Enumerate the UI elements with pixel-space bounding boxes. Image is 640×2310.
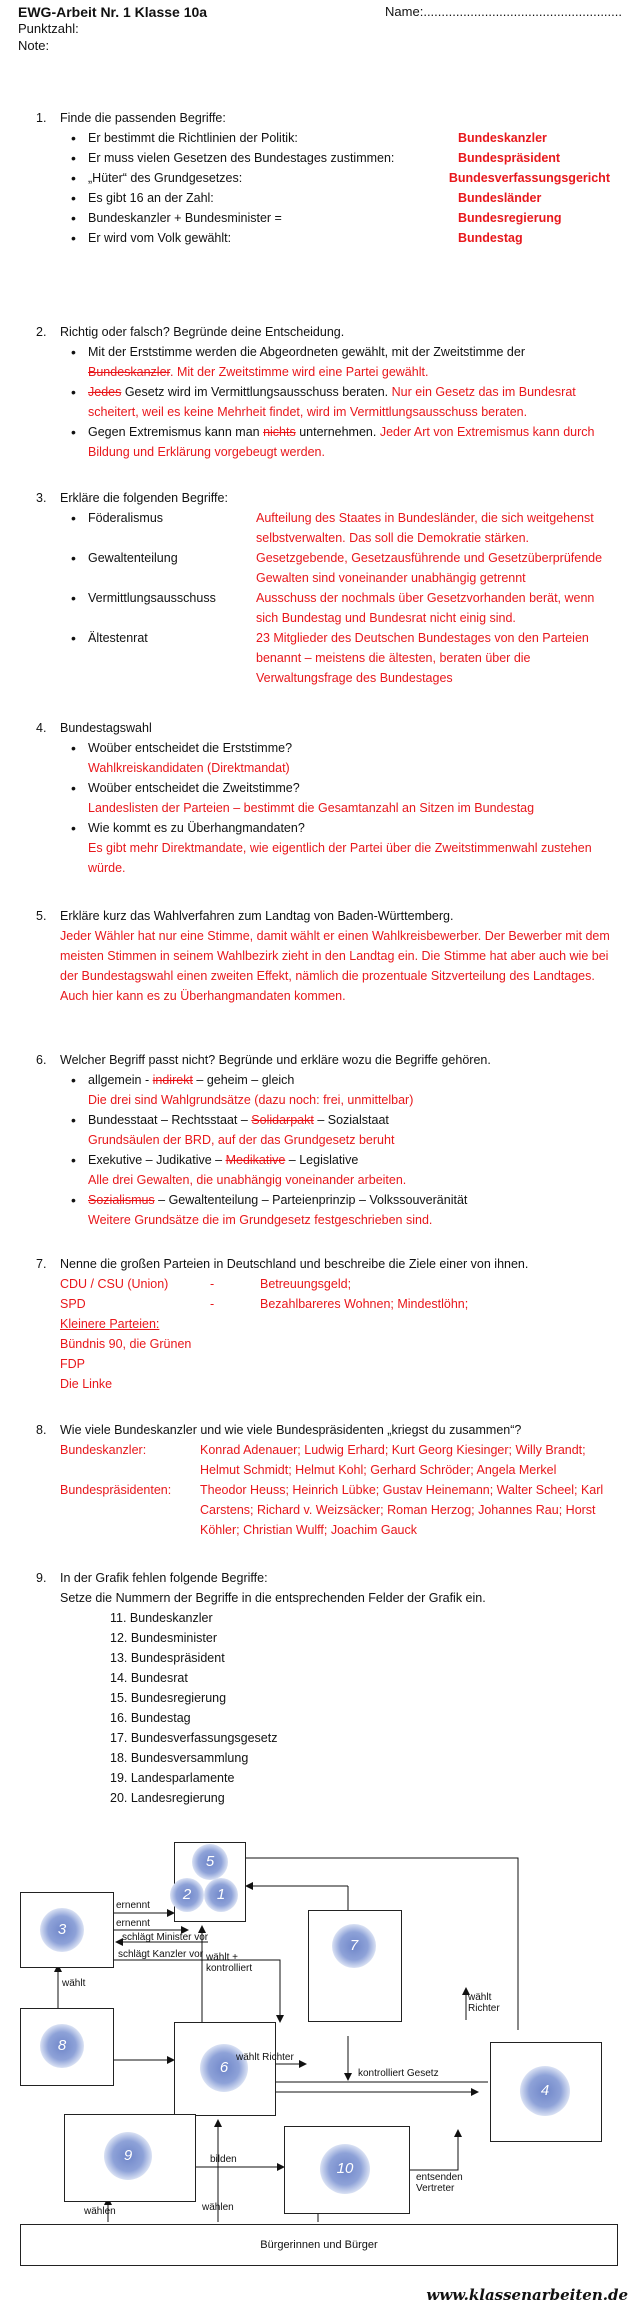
citizens-box: [20, 2224, 618, 2266]
q6-terms: – Gewaltenteilung – Parteienprinzip – Volkssouveränität: [154, 1193, 468, 1207]
q8-kanzler-names: Konrad Adenauer; Ludwig Erhard; Kurt Georg Kiesinger; Willy Brandt; Helmut Schmidt; Helmut Kohl; Gerhard Schröder; Angela Merkel: [200, 1443, 586, 1477]
q6-text: Welcher Begriff passt nicht? Begründe und erkläre wozu die Begriffe gehören.: [60, 1053, 491, 1067]
q8-praesident-label: Bundespräsidenten:: [60, 1483, 172, 1497]
q7-party: CDU / CSU (Union): [60, 1277, 169, 1291]
q1-answer: Bundesverfassungsgericht: [448, 171, 610, 185]
q6-item: [40, 1150, 610, 1190]
q7-small-party: FDP: [60, 1357, 85, 1371]
q1-item: [40, 228, 610, 248]
q1-item: [40, 188, 610, 208]
q1-question: • Es gibt 16 an der Zahl:: [88, 191, 214, 205]
q1-question: • Er bestimmt die Richtlinien der Politik:: [88, 131, 298, 145]
q6-answer: Grundsäulen der BRD, auf der das Grundgesetz beruht: [88, 1133, 395, 1147]
q9-term: 19. Landesparlamente: [110, 1771, 235, 1785]
question-3: [36, 488, 610, 688]
q9-text-2: Setze die Nummern der Begriffe in die entsprechenden Felder der Grafik ein.: [60, 1591, 486, 1605]
circle-10: 10: [320, 2144, 370, 2194]
q7-goals: Bezahlbareres Wohnen; Mindestlöhn;: [260, 1297, 469, 1311]
q9-term: 13. Bundespräsident: [110, 1651, 225, 1665]
q9-text: In der Grafik fehlen folgende Begriffe:: [60, 1571, 268, 1585]
question-1: [36, 108, 610, 248]
q3-item: [40, 508, 610, 548]
q2-correction: Nur ein Gesetz das im Bundesrat scheitert, weil es keine Mehrheit findet, wird im Vermittlungsausschuss beraten.: [88, 385, 576, 419]
label-waehlt-kontrolliert: wählt + kontrolliert: [206, 1952, 253, 1974]
q9-term: 17. Bundesverfassungsgesetz: [110, 1731, 278, 1745]
q1-question: • „Hüter“ des Grundgesetzes:: [88, 171, 243, 185]
q6-answer: Weitere Grundsätze die im Grundgesetz festgeschrieben sind.: [88, 1213, 433, 1227]
q3-definition: 23 Mitglieder des Deutschen Bundestages von den Parteien benannt – meistens die ältesten, beraten über die Verwaltungsfrage des Bundestages: [256, 631, 589, 685]
question-8: [36, 1420, 610, 1540]
q9-number: 9.: [36, 1571, 47, 1585]
q3-definition: Aufteilung des Staates in Bundesländer, die sich weitgehenst selbstverwalten. Das soll die Demokratie stärken.: [256, 511, 594, 545]
q2-correction: . Mit der Zweitstimme wird eine Partei gewählt.: [170, 365, 429, 379]
q4-answer: Es gibt mehr Direktmandate, wie eigentlich der Partei über die Zweitstimmenwahl zustehen würde.: [88, 841, 592, 875]
q2-correction: Jeder Art von Extremismus kann durch Bildung und Erklärung vorgebeugt werden.: [88, 425, 595, 459]
q2-item: [40, 422, 610, 462]
q3-term: • Ältestenrat: [88, 631, 148, 645]
question-5: [36, 906, 610, 1006]
circle-9: 9: [104, 2132, 152, 2180]
q6-terms: Bundesstaat – Rechtsstaat –: [88, 1113, 252, 1127]
footer-watermark: www.klassenarbeiten.de: [426, 2286, 628, 2304]
q8-kanzler-label: Bundeskanzler:: [60, 1443, 147, 1457]
circle-2: 2: [170, 1878, 204, 1912]
q2-statement: Mit der Erststimme werden die Abgeordneten gewählt, mit der Zweitstimme der: [88, 345, 525, 359]
q1-item: [40, 168, 610, 188]
q9-term: 18. Bundesversammlung: [110, 1751, 249, 1765]
page-title: EWG-Arbeit Nr. 1 Klasse 10a: [18, 4, 208, 20]
label-entsenden: entsenden Vertreter: [416, 2172, 463, 2194]
q3-term: • Föderalismus: [88, 511, 164, 525]
q7-small-party: Bündnis 90, die Grünen: [60, 1337, 192, 1351]
q2-text: Richtig oder falsch? Begründe deine Entscheidung.: [60, 325, 345, 339]
q1-number: 1.: [36, 111, 47, 125]
q1-question: • Er wird vom Volk gewählt:: [88, 231, 232, 245]
q2-number: 2.: [36, 325, 47, 339]
name-field: Name:.......................................................: [385, 4, 622, 19]
q1-question: • Er muss vielen Gesetzen des Bundestages zustimmen:: [88, 151, 395, 165]
q4-question: • Wie kommt es zu Überhangmandaten?: [88, 821, 305, 835]
q4-item: [40, 738, 610, 778]
q3-text: Erkläre die folgenden Begriffe:: [60, 491, 228, 505]
q4-question: • Woüber entscheidet die Zweitstimme?: [88, 781, 300, 795]
q9-term: 12. Bundesminister: [110, 1631, 218, 1645]
q7-goals: Betreuungsgeld;: [260, 1277, 352, 1291]
label-waehlt-richter: wählt Richter: [236, 2052, 294, 2063]
q3-definition: Gesetzgebende, Gesetzausführende und Gesetzüberprüfende Gewalten sind voneinander unabhängig getrennt: [256, 551, 603, 585]
circle-8: 8: [40, 2024, 84, 2068]
q7-party-row: [60, 1274, 610, 1294]
circle-7: 7: [332, 1924, 376, 1968]
q6-crossed: Medikative: [225, 1153, 286, 1167]
citizens-label: Bürgerinnen und Bürger: [260, 2239, 378, 2251]
label-kontrolliert-gesetz: kontrolliert Gesetz: [358, 2068, 439, 2079]
q6-number: 6.: [36, 1053, 47, 1067]
q3-term: • Gewaltenteilung: [88, 551, 178, 565]
q4-answer: Landeslisten der Parteien – bestimmt die Gesamtanzahl an Sitzen im Bundestag: [88, 801, 535, 815]
q3-item: [40, 588, 610, 628]
q4-text: Bundestagswahl: [60, 721, 152, 735]
q1-answer: Bundeskanzler: [458, 131, 547, 145]
q7-dash: -: [210, 1297, 215, 1311]
q9-term: 14. Bundesrat: [110, 1671, 188, 1685]
q4-item: [40, 778, 610, 818]
q6-crossed: indirekt: [152, 1073, 193, 1087]
q3-number: 3.: [36, 491, 47, 505]
label-ernennt: ernennt: [116, 1918, 150, 1929]
q6-item: [40, 1070, 610, 1110]
q2-statement: Gesetz wird im Vermittlungsausschuss beraten.: [121, 385, 392, 399]
q3-item: [40, 628, 610, 688]
q1-answer: Bundesländer: [458, 191, 542, 205]
q7-dash: -: [210, 1277, 215, 1291]
q6-answer: Alle drei Gewalten, die unabhängig voneinander arbeiten.: [88, 1173, 407, 1187]
q7-number: 7.: [36, 1257, 47, 1271]
q6-crossed: Solidarpakt: [251, 1113, 314, 1127]
q2-statement: unternehmen.: [295, 425, 380, 439]
q6-answer: Die drei sind Wahlgrundsätze (dazu noch: frei, unmittelbar): [88, 1093, 414, 1107]
q6-item: [40, 1110, 610, 1150]
q1-answer: Bundestag: [458, 231, 523, 245]
q4-item: [40, 818, 610, 878]
q3-term: • Vermittlungsausschuss: [88, 591, 216, 605]
q2-crossed: Bundeskanzler: [88, 365, 171, 379]
q2-item: [40, 342, 610, 382]
q1-item: [40, 128, 610, 148]
label-schlaegt-minister: schlägt Minister vor: [122, 1932, 209, 1943]
q1-answer: Bundesregierung: [458, 211, 562, 225]
question-2: [36, 322, 610, 462]
q9-term: 16. Bundestag: [110, 1711, 191, 1725]
label-waehlen: wählen: [84, 2206, 116, 2217]
label-waehlt: wählt: [62, 1978, 86, 1989]
q6-terms: – geheim – gleich: [192, 1073, 295, 1087]
q8-text: Wie viele Bundeskanzler und wie viele Bundespräsidenten „kriegst du zusammen“?: [60, 1423, 522, 1437]
q8-number: 8.: [36, 1423, 47, 1437]
q6-terms: Exekutive – Judikative –: [88, 1153, 226, 1167]
label-schlaegt-kanzler: schlägt Kanzler vor: [118, 1949, 204, 1960]
q1-text: Finde die passenden Begriffe:: [60, 111, 226, 125]
q1-item: [40, 148, 610, 168]
circle-1: 1: [204, 1878, 238, 1912]
circle-5: 5: [192, 1844, 228, 1880]
q2-crossed: Jedes: [88, 385, 122, 399]
q1-item: [40, 208, 610, 228]
q1-answer: Bundespräsident: [458, 151, 561, 165]
circle-4: 4: [520, 2066, 570, 2116]
q1-question: • Bundeskanzler + Bundesminister =: [88, 211, 282, 225]
q4-answer: Wahlkreiskandidaten (Direktmandat): [88, 761, 290, 775]
q6-crossed: Sozialismus: [88, 1193, 155, 1207]
label-waehlt-richter: wählt Richter: [468, 1992, 500, 2014]
label-waehlen: wählen: [202, 2202, 234, 2213]
label-ernennt: ernennt: [116, 1900, 150, 1911]
question-6: [36, 1050, 610, 1230]
q2-item: [40, 382, 610, 422]
page-header: [18, 4, 622, 54]
q4-number: 4.: [36, 721, 47, 735]
question-4: [36, 718, 610, 878]
q7-small-heading: Kleinere Parteien:: [60, 1317, 160, 1331]
note-label: Note:: [18, 38, 50, 53]
q9-term: 11. Bundeskanzler: [110, 1611, 213, 1625]
q6-terms: – Legislative: [285, 1153, 359, 1167]
q6-terms: – Sozialstaat: [313, 1113, 389, 1127]
circle-3: 3: [40, 1908, 84, 1952]
government-diagram: [18, 1830, 618, 2300]
q8-praesident-names: Theodor Heuss; Heinrich Lübke; Gustav Heinemann; Walter Scheel; Karl Carstens; Richard v. Weizsäcker; Roman Herzog; Johannes Rau; Horst Köhler; Christian Wulff; Joachim Gauck: [200, 1483, 604, 1537]
q5-number: 5.: [36, 909, 47, 923]
q7-text: Nenne die großen Parteien in Deutschland und beschreibe die Ziele einer von ihnen.: [60, 1257, 529, 1271]
q7-party: SPD: [60, 1297, 86, 1311]
q3-item: [40, 548, 610, 588]
punkte-label: Punktzahl:: [18, 21, 79, 36]
q7-small-party: Die Linke: [60, 1377, 113, 1391]
question-7: [36, 1254, 610, 1394]
q5-text: Erkläre kurz das Wahlverfahren zum Landtag von Baden-Württemberg.: [60, 909, 454, 923]
q6-item: [40, 1190, 610, 1230]
q9-term: 15. Bundesregierung: [110, 1691, 227, 1705]
question-9: [36, 1568, 610, 1808]
circle-6: 6: [200, 2044, 248, 2092]
q5-answer: Jeder Wähler hat nur eine Stimme, damit wählt er einen Wahlkreisbewerber. Der Bewerber mit dem meisten Stimmen in seinem Wahlbezirk zieht in den Landtag ein. Die Stimme hat aber auch wie bei der Bundestagswahl einen zweiten Effekt, nämlich die prozentuale Sitzverteilung des Landtages. Auch hier kann es zu Überhangmandaten kommen.: [60, 929, 610, 1003]
q2-statement: Gegen Extremismus kann man: [88, 425, 264, 439]
q7-party-row: [60, 1294, 610, 1314]
label-bilden: bilden: [210, 2154, 237, 2165]
q3-definition: Ausschuss der nochmals über Gesetzvorhanden berät, wenn sich Bundestag und Bundesrat nicht einig sind.: [256, 591, 595, 625]
q9-term: 20. Landesregierung: [110, 1791, 225, 1805]
q4-question: • Woüber entscheidet die Erststimme?: [88, 741, 293, 755]
q6-terms: allgemein -: [88, 1073, 153, 1087]
q2-crossed: nichts: [263, 425, 296, 439]
